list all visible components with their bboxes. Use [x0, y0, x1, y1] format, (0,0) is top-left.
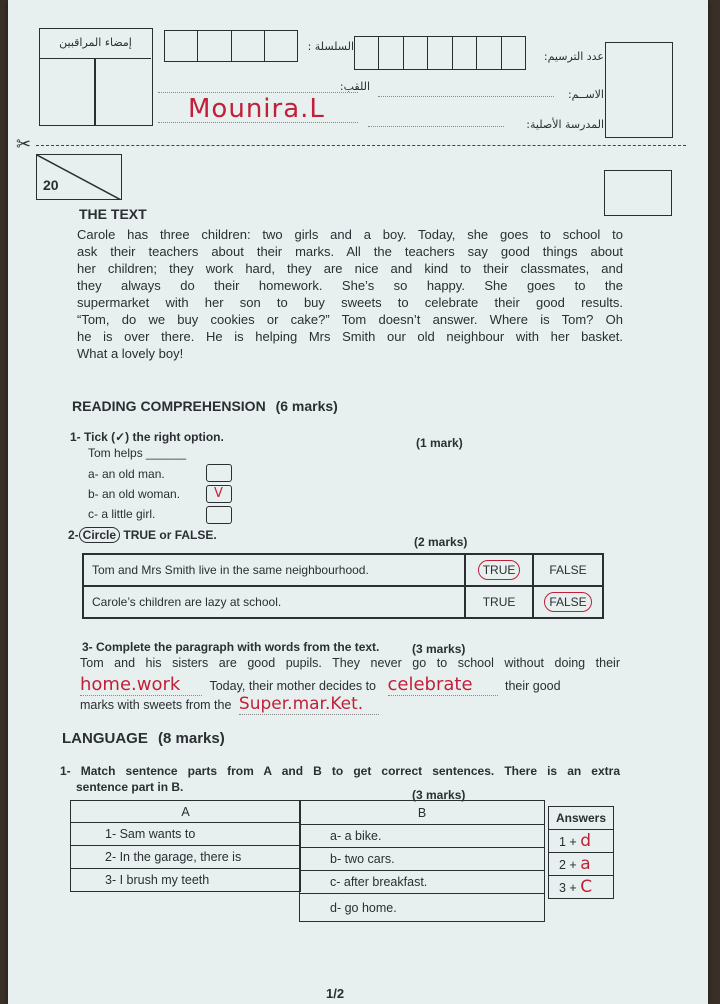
lq1-instruction-2: sentence part in B.: [76, 780, 184, 794]
reading-marks: (6 marks): [275, 398, 338, 414]
true-false-table: [82, 553, 604, 619]
series-boxes: [164, 30, 298, 62]
q1-option-c: c- a little girl.: [88, 507, 156, 521]
q3-line-1: Tom and his sisters are good pupils. They never go to school without doing their: [80, 656, 620, 670]
q2-circle-word: Circle: [79, 527, 120, 543]
reading-passage: [77, 226, 623, 362]
language-marks: (8 marks): [158, 730, 225, 747]
q2-instruction: [68, 528, 217, 542]
match-table-a: [70, 800, 301, 892]
tf-false-cell[interactable]: FALSE: [533, 554, 603, 586]
score-value: 20: [43, 177, 59, 193]
passage-line: her children; they work hard, they are nice and kind to their classmates, and: [77, 261, 623, 276]
text-title: THE TEXT: [79, 206, 147, 222]
col-b-item: d- go home.: [300, 894, 545, 922]
q2-marks: (2 marks): [414, 535, 468, 549]
grade-box: [604, 170, 672, 216]
q3-marks: (3 marks): [412, 642, 466, 656]
q1-checkbox-a[interactable]: [206, 464, 232, 482]
student-name: Mounira.L: [188, 94, 325, 124]
answers-table: [548, 806, 614, 899]
col-a-item: 1- Sam wants to: [71, 823, 301, 846]
q2-prefix: 2-: [68, 528, 79, 542]
q1-tick-mark: V: [214, 486, 223, 501]
q3-end-text: their good: [504, 679, 561, 693]
answer-prefix: 1 +: [559, 835, 577, 849]
q1-checkbox-c[interactable]: [206, 506, 232, 524]
passage-line: they always do their homework. She’s so happy. She goes to the: [77, 278, 623, 293]
q3-line3-text: marks with sweets from the: [80, 698, 232, 712]
passage-line: “Tom, do we buy cookies or cake?” Tom doesn’t answer. Where is Tom? Oh: [77, 312, 623, 327]
q3-answer-1[interactable]: home.work: [80, 674, 202, 696]
photo-box: [605, 42, 673, 138]
tf-false-cell[interactable]: [533, 586, 603, 618]
table-row: [83, 554, 603, 586]
school-label: المدرسة الأصلية:: [526, 118, 604, 131]
passage-line: ask their teachers about their marks. All the teachers say good things about: [77, 244, 623, 259]
registration-boxes: [354, 36, 526, 70]
q3-instruction: 3- Complete the paragraph with words from the text.: [82, 640, 380, 654]
supervisors-box: [39, 28, 153, 126]
passage-line: Carole has three children: two girls and a boy. Today, she goes to school to: [77, 227, 623, 242]
answer-prefix: 2 +: [559, 858, 577, 872]
reading-title: READING COMPREHENSION: [72, 398, 266, 414]
tf-statement: Tom and Mrs Smith live in the same neighbourhood.: [83, 554, 465, 586]
q3-line-2: [80, 674, 620, 696]
lq1-instruction-1: 1- Match sentence parts from A and B to get correct sentences. There is an extra: [60, 764, 620, 778]
q1-stem: Tom helps ______: [88, 446, 187, 460]
col-b-item: b- two cars.: [300, 848, 545, 871]
supervisors-label: إمضاء المراقبين: [40, 29, 151, 59]
answer-value: C: [580, 877, 593, 897]
col-a-item: 3- I brush my teeth: [71, 869, 301, 892]
q1-marks: (1 mark): [416, 436, 463, 450]
lq1-marks: (3 marks): [412, 788, 466, 802]
cut-line: [36, 145, 686, 146]
q3-line-3: [80, 694, 620, 715]
answers-header: Answers: [549, 807, 614, 830]
table-row: [83, 586, 603, 618]
reading-section-title: [72, 398, 338, 414]
series-label: السلسلة :: [307, 40, 354, 53]
q3-answer-2[interactable]: celebrate: [388, 674, 498, 696]
tf-true-cell[interactable]: [465, 554, 533, 586]
col-a-header: A: [71, 801, 301, 823]
answer-prefix: 3 +: [559, 881, 577, 895]
passage-line: he is over there. He is helping Mrs Smith our old neighbour with her basket.: [77, 329, 623, 344]
answer-cell[interactable]: [549, 876, 614, 899]
supervisors-divider: [94, 59, 96, 125]
exam-paper: [8, 0, 708, 1004]
q1-option-b: b- an old woman.: [88, 487, 181, 501]
tf-statement: Carole’s children are lazy at school.: [83, 586, 465, 618]
answer-value: d: [580, 831, 592, 851]
q3-answer-3[interactable]: Super.mar.Ket.: [239, 694, 379, 715]
q2-instruction-rest: TRUE or FALSE.: [123, 528, 217, 542]
answer-value: a: [580, 854, 591, 874]
tf-false-label: FALSE: [544, 592, 591, 612]
passage-line: supermarket with her son to buy sweets to celebrate their good results.: [77, 295, 623, 310]
col-b-item: c- after breakfast.: [300, 871, 545, 894]
score-box: [36, 154, 122, 200]
page-number: 1/2: [326, 986, 345, 1001]
col-a-item: 2- In the garage, there is: [71, 846, 301, 869]
surname-label: اللقب:: [339, 80, 370, 93]
registration-label: عدد الترسيم:: [543, 50, 604, 63]
scissors-icon: ✂: [16, 134, 32, 154]
col-b-item: a- a bike.: [300, 825, 545, 848]
language-section-title: [62, 730, 225, 747]
tf-true-cell[interactable]: TRUE: [465, 586, 533, 618]
q1-instruction: 1- Tick (✓) the right option.: [70, 430, 224, 444]
answer-cell[interactable]: [549, 853, 614, 876]
q3-mid-text: Today, their mother decides to: [209, 679, 377, 693]
language-title: LANGUAGE: [62, 730, 148, 747]
answer-cell[interactable]: [549, 830, 614, 853]
tf-true-label: TRUE: [478, 560, 521, 580]
col-b-header: B: [300, 801, 545, 825]
passage-line: What a lovely boy!: [77, 346, 184, 361]
name-label: الاســم:: [567, 88, 604, 101]
q1-option-a: a- an old man.: [88, 467, 165, 481]
q1-checkbox-b[interactable]: [206, 485, 232, 503]
match-table-b: [299, 800, 545, 922]
